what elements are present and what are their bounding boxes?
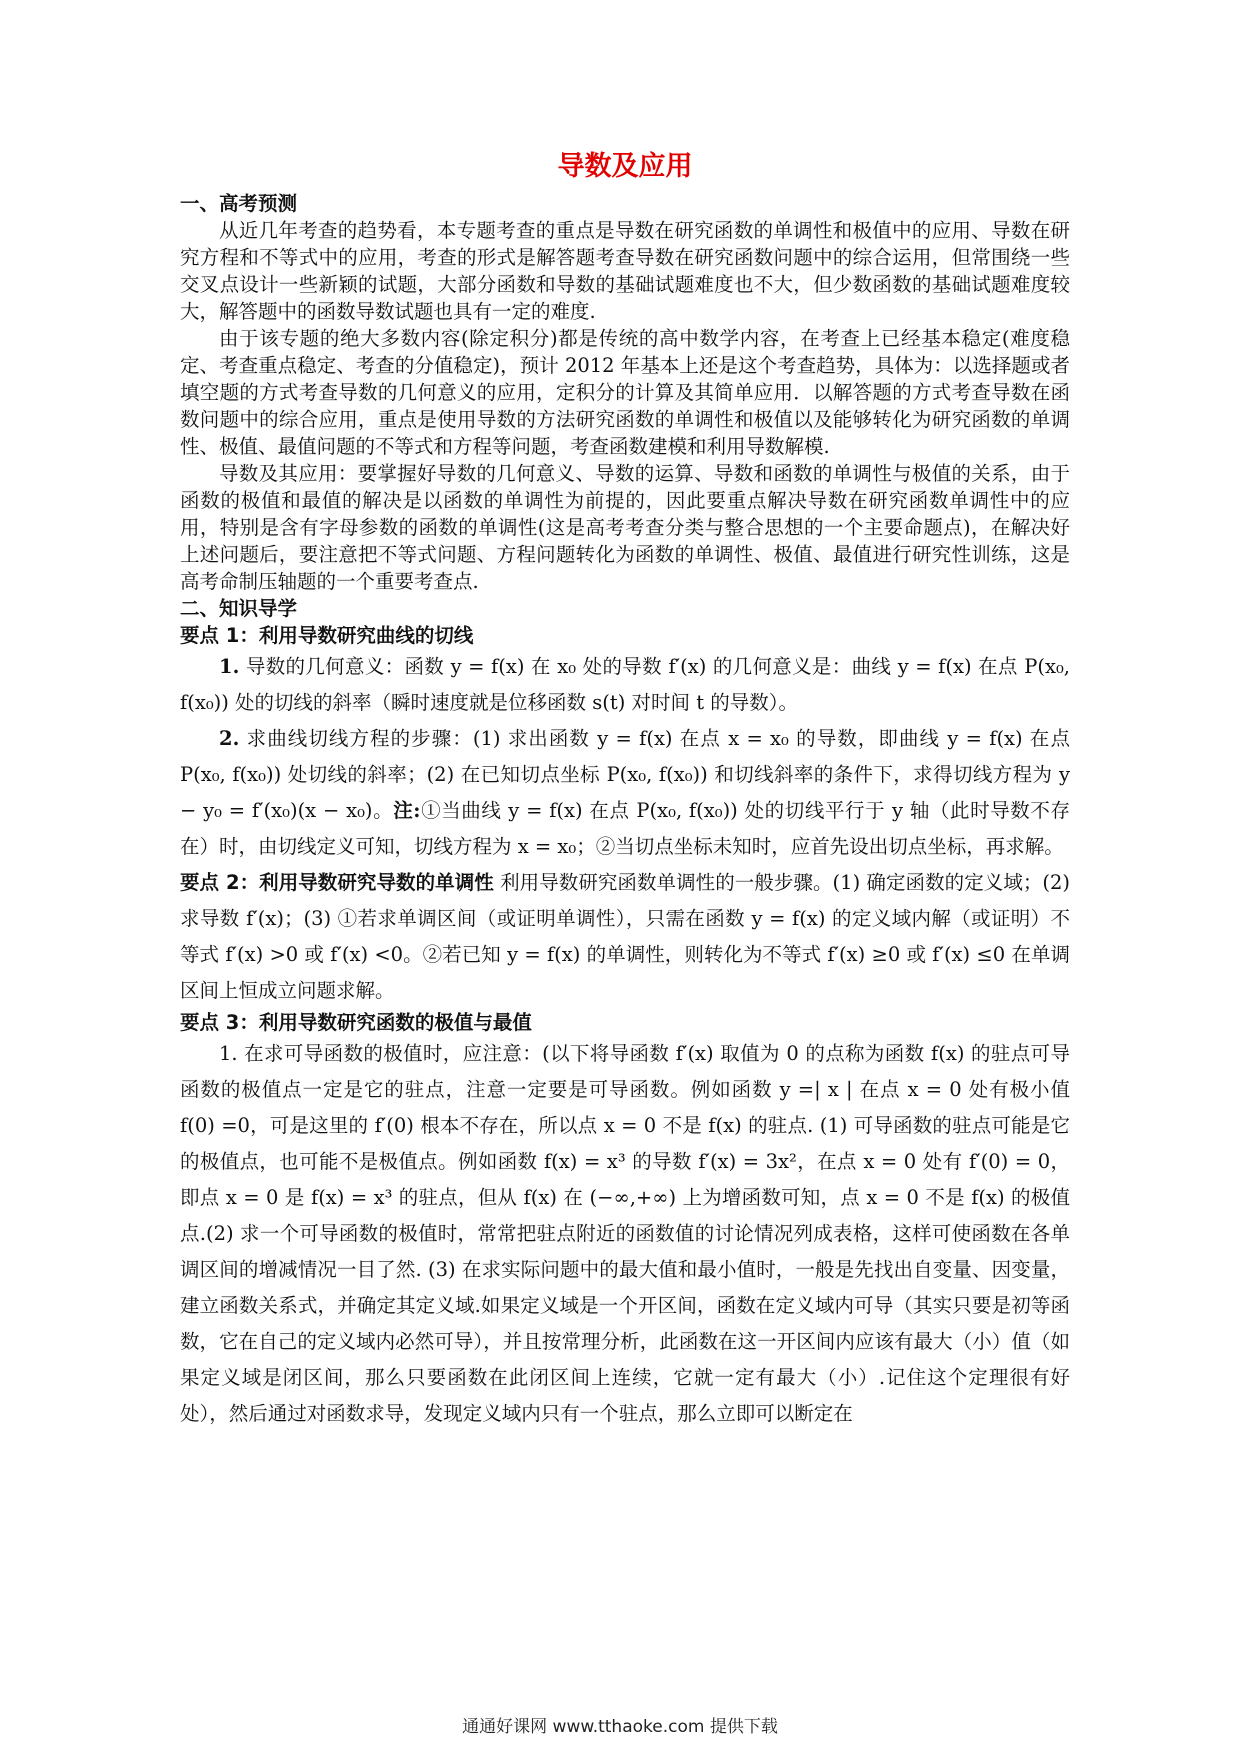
point1-item1: [180, 649, 1070, 721]
item-number: 1.: [219, 655, 240, 678]
point2-text: 利用导数研究函数单调性的一般步骤。(1) 确定函数的定义域；(2) 求导数 f′(x)；(3) ①若求单调区间（或证明单调性），只需在函数 y = f(x) 的定义域内解（或证明）不等式 f′(x) >0 或 f′(x) <0。②若已知 y = f(x) 的单调性，则转化为不等式 f′(x) ≥0 或 f′(x) ≤0 在单调区间上恒成立问题求解。: [180, 871, 1071, 1002]
forecast-paragraph-1: 从近几年考查的趋势看，本专题考查的重点是导数在研究函数的单调性和极值中的应用、导数在研究方程和不等式中的应用，考查的形式是解答题考查导数在研究函数问题中的综合运用，但常围绕一些交叉点设计一些新颖的试题，大部分函数和导数的基础试题难度也不大，但少数函数的基础试题难度较大，解答题中的函数导数试题也具有一定的难度.: [180, 219, 1070, 323]
point2: [180, 865, 1070, 1009]
item-text: 求曲线切线方程的步骤：(1) 求出函数 y = f(x) 在点 x = x₀ 的导数，即曲线 y = f(x) 在点 P(x₀, f(x₀)) 处切线的斜率；(2) 在已知切点坐标 P(x₀, f(x₀)) 和切线斜率的条件下，求得切线方程为 y − y₀ = f′(x₀)(x − x₀)。: [180, 727, 1070, 822]
point3-text: [180, 1036, 1070, 1432]
section-heading-knowledge: 二、知识导学: [180, 597, 298, 620]
section-heading-forecast: 一、高考预测: [180, 192, 298, 215]
point1-heading: 要点 1：利用导数研究曲线的切线: [180, 624, 474, 647]
note-text: ①当曲线 y = f(x) 在点 P(x₀, f(x₀)) 处的切线平行于 y 轴（此时导数不存在）时，由切线定义可知，切线方程为 x = x₀；②当切点坐标未知时，应首先设出切点坐标，再求解。: [180, 799, 1070, 858]
note-label: 注:: [393, 799, 421, 822]
point2-heading: 要点 2：利用导数研究导数的单调性: [180, 871, 494, 894]
page-title: 导数及应用: [557, 151, 693, 182]
document-body: [180, 150, 1070, 1432]
point3-text-2: (2) 求一个可导函数的极值时，常常把驻点附近的函数值的讨论情况列成表格，这样可使函数在各单调区间的增减情况一目了然. (3) 在求实际问题中的最大值和最小值时，一般是先找出自变量、因变量，建立函数关系式，并确定其定义域.如果定义域是一个开区间，函数在定义域内可导（其实只要是初等函数，它在自己的定义域内必然可导），并且按常理分析，此函数在这一开区间内应该有最大（小）值（如果定义域是闭区间，那么只要函数在此闭区间上连续，它就一定有最大（小）.记住这个定理很有好处），然后通过对函数求导，发现定义域内只有一个驻点，那么立即可以断定在: [180, 1222, 1070, 1425]
item-number: 2.: [219, 727, 240, 750]
item-text: 导数的几何意义：函数 y = f(x) 在 x₀ 处的导数 f′(x) 的几何意义是：曲线 y = f(x) 在点 P(x₀, f(x₀)) 处的切线的斜率（瞬时速度就是位移函数 s(t) 对时间 t 的导数）。: [180, 655, 1070, 714]
point3-text-1: 1. 在求可导函数的极值时，应注意：(以下将导函数 f′(x) 取值为 0 的点称为函数 f(x) 的驻点可导函数的极值点一定是它的驻点，注意一定要是可导函数。例如函数 y =| x | 在点 x = 0 处有极小值 f(0) =0，可是这里的 f′(0) 根本不存在，所以点 x = 0 不是 f(x) 的驻点. (1) 可导函数的驻点可能是它的极值点，也可能不是极值点。例如函数 f(x) = x³ 的导数 f′(x) = 3x²，在点 x = 0 处有 f′(0) = 0，即点 x = 0 是 f(x) = x³ 的驻点，但从 f(x) 在 (−∞,+∞) 上为增函数可知，点 x = 0 不是 f(x) 的极值点.: [180, 1042, 1070, 1245]
point3-heading: 要点 3：利用导数研究函数的极值与最值: [180, 1011, 532, 1034]
forecast-paragraph-3: 导数及其应用：要掌握好导数的几何意义、导数的运算、导数和函数的单调性与极值的关系，由于函数的极值和最值的解决是以函数的单调性为前提的，因此要重点解决导数在研究函数单调性中的应用，特别是含有字母参数的函数的单调性(这是高考考查分类与整合思想的一个主要命题点)，在解决好上述问题后，要注意把不等式问题、方程问题转化为函数的单调性、极值、最值进行研究性训练，这是高考命制压轴题的一个重要考查点.: [180, 462, 1070, 593]
page-footer: 通通好课网 www.tthaoke.com 提供下载: [462, 1717, 778, 1737]
point1-item2: [180, 721, 1070, 865]
forecast-paragraph-2: 由于该专题的绝大多数内容(除定积分)都是传统的高中数学内容，在考查上已经基本稳定(难度稳定、考查重点稳定、考查的分值稳定)，预计 2012 年基本上还是这个考查趋势，具体为：以选择题或者填空题的方式考查导数的几何意义的应用，定积分的计算及其简单应用．以解答题的方式考查导数在函数问题中的综合应用，重点是使用导数的方法研究函数的单调性和极值以及能够转化为研究函数的单调性、极值、最值问题的不等式和方程等问题，考查函数建模和利用导数解模.: [180, 327, 1070, 458]
